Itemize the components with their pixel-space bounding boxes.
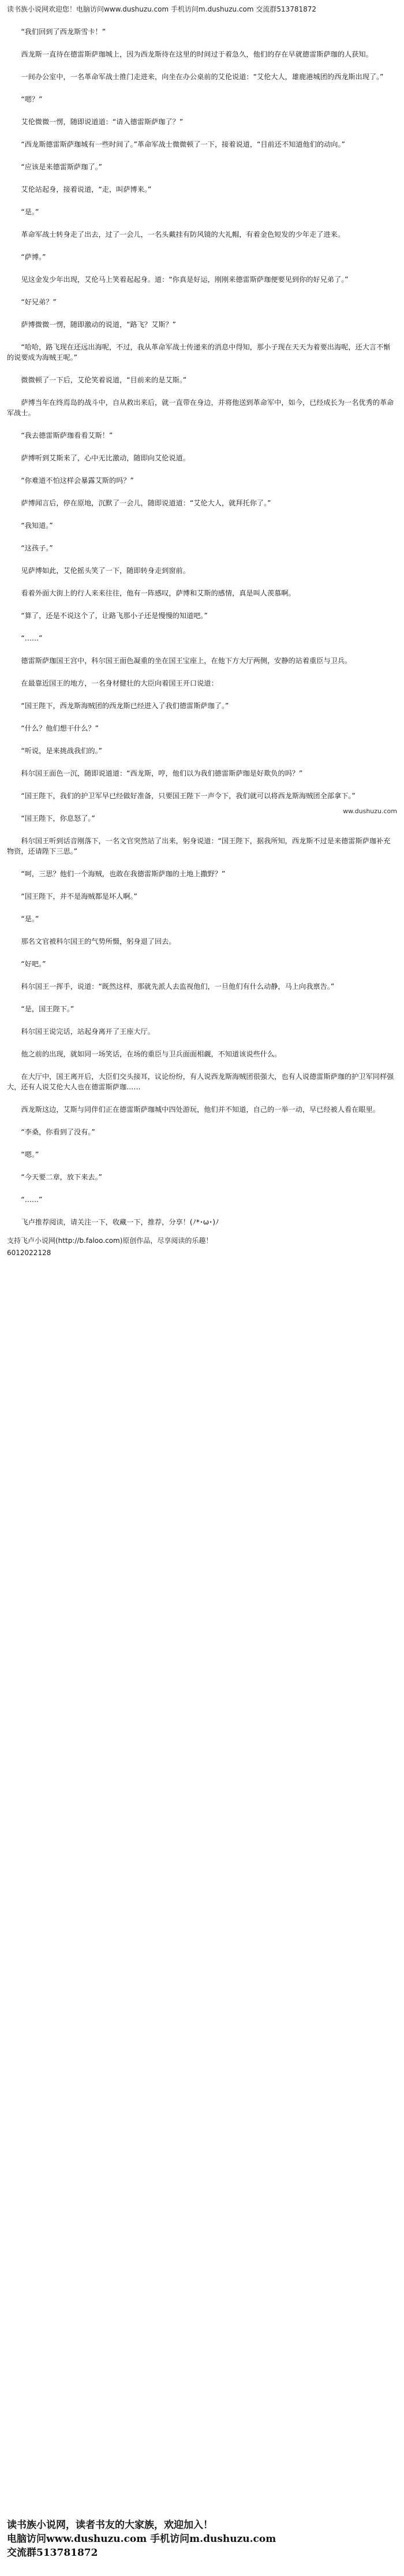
text-paragraph: 科尔国王面色一沉，随即说道道：“西龙斯，哼，他们以为我们德雷斯萨珈是好欺负的吗？” — [21, 769, 303, 777]
text-paragraph: “国王陛下，并不是海贼都是坏人啊。” — [21, 892, 137, 900]
text-paragraph: “……” — [21, 1196, 43, 1204]
text-paragraph: “算了，还是不说这个了，让路飞那小子还是慢慢的知道吧。” — [21, 612, 208, 620]
text-paragraph: 他之前的出现，就如同一场笑话，在场的重臣与卫兵面面相觑，不知道该说些什么。 — [21, 1050, 282, 1058]
text-paragraph: “呵，三思？他们一个海贼，也敢在我德雷斯萨珈的土地上撒野？” — [21, 870, 226, 878]
text-paragraph: 一间办公室中，一名革命军战士推门走进来，向坐在办公桌前的艾伦说道：“艾伦大人，雄鹿港城团的西龙斯出现了。” — [21, 73, 384, 81]
text-paragraph: 见萨博如此，艾伦摇头笑了一下，随即转身走到窗前。 — [21, 567, 190, 575]
text-paragraph: “嗯？” — [21, 95, 43, 103]
text-paragraph: 科尔国王听到话音刚落下，一名文官突然站了出来，躬身说道：“国王陛下，据我所知，西龙斯不过是来德雷斯萨珈补充物资，还请陛下三思。” — [7, 837, 391, 855]
text-paragraph: 飞卢推荐阅读，请关注一下，收藏一下，推荐，分享！(ﾉ*･ω･)ﾉ — [21, 1218, 219, 1226]
text-paragraph: “……” — [21, 634, 43, 642]
text-paragraph: “什么？他们想干什么？” — [21, 724, 99, 732]
side-watermark-text: ww.dushuzu.com — [343, 807, 397, 815]
text-paragraph: 萨博微微一愣，随即激动的说道，“路飞？艾斯？” — [21, 321, 176, 329]
text-paragraph: “西龙斯德雷斯萨珈城有一些时间了。”革命军战士微微顿了一下，接着说道，“目前还不知道他们的动向。” — [21, 140, 345, 148]
text-paragraph: 见这金发少年出现，艾伦马上笑着起起身。道：“你真是好运，刚刚来德雷斯萨珈便要见到你的好兄弟了。” — [21, 276, 349, 284]
text-paragraph: “是，国王陛下。” — [21, 1005, 74, 1013]
text-paragraph: “是。” — [21, 208, 39, 216]
site-header-notice: 读书族小说网欢迎您！电脑访问www.dushuzu.com 手机访问m.dushuzu.com 交流群513781872 — [7, 5, 317, 13]
text-paragraph: 西龙斯这边，艾斯与同伴们正在德雷斯萨珈城中四处游玩，他们并不知道，自己的一举一动，早已经被人看在眼里。 — [21, 1105, 380, 1114]
text-paragraph: “应该是来德雷斯萨珈了。” — [21, 163, 102, 171]
text-paragraph: “好兄弟？” — [21, 298, 57, 306]
text-paragraph: “国王陛下，我们的护卫军早已经做好准备，只要国王陛下一声令下，我们就可以将西龙斯海贼团全部拿下。” — [21, 792, 356, 800]
source-link-text[interactable]: 支持飞卢小说网(http://b.faloo.com)原创作品，尽享阅读的乐趣！ — [7, 1237, 213, 1245]
text-paragraph: “你难道不怕这样会暴露艾斯的吗？” — [21, 477, 134, 485]
text-paragraph: 科尔国王一挥手，说道：“既然这样，那就先派人去监视他们，一旦他们有什么动静，马上向我禀告。” — [21, 982, 335, 991]
footer-line-3: 交流群513781872 — [7, 2547, 98, 2559]
text-paragraph: 德雷斯萨珈国王宫中，科尔国王面色凝重的坐在国王宝座上，在他下方大厅两侧，安静的站着重臣与卫兵。 — [21, 657, 352, 665]
text-paragraph: “国王陛下，西龙斯海贼团的西龙斯已经进入了我们德雷斯萨珈了。” — [21, 702, 229, 710]
text-paragraph: 萨博闻言后，停在原地，沉默了一会儿，随即说道道：“艾伦大人，就拜托你了。” — [21, 499, 271, 507]
text-paragraph: 科尔国王说完话，站起身离开了王座大厅。 — [21, 1028, 155, 1036]
footer-notice — [7, 2518, 276, 2560]
text-paragraph: 萨博当年在终焉岛的战斗中，自从救出来后，就一直带在身边，并将他送到革命军中，如今，已经成长为一名优秀的革命军战士。 — [7, 399, 394, 417]
text-paragraph: 看着外面大街上的行人来来往往，他有一阵感叹，萨博和艾斯的感情，真是叫人羡慕啊。 — [21, 589, 295, 597]
text-paragraph: 微微顿了一下后，艾伦笑着说道，“目前来的是艾斯。” — [21, 376, 187, 384]
text-paragraph: “听说，是来挑战我们的。” — [21, 747, 102, 755]
text-paragraph: 革命军战士转身走了出去，过了一会儿，一名头戴挂有防风镜的大礼帽，有着金色短发的少年走了进来。 — [21, 230, 345, 239]
text-paragraph: “今天要二章，放下来去。” — [21, 1173, 102, 1181]
chapter-page — [0, 0, 404, 1257]
text-paragraph: 艾伦微微一愣，随即说道道：“请入德雷斯萨珈了？” — [21, 118, 184, 126]
text-paragraph: “是。” — [21, 915, 39, 923]
text-paragraph: 在最靠近国王的地方，一名身材健壮的大臣向着国王开口说道： — [21, 679, 218, 687]
text-paragraph: “我们回到了西龙斯雪卡！” — [21, 28, 106, 36]
text-paragraph: “萨博。” — [21, 253, 46, 261]
text-paragraph: 那名文官被科尔国王的气势所慑，躬身退了回去。 — [21, 937, 176, 945]
text-paragraph: “哈哈，路飞现在还远出海呢，不过，我从革命军战士传递来的消息中得知，那小子现在天天为着要出海呢，还大言不惭的说要成为海贼王呢。” — [7, 343, 391, 362]
text-paragraph: “嗯。” — [21, 1151, 39, 1159]
text-paragraph: 西龙斯一直待在德雷斯萨珈城上，因为西龙斯待在这里的时间过于着急久，他们的存在早就德雷斯萨珈的人获知。 — [21, 50, 373, 58]
text-paragraph: “国王陛下，你息怒了。” — [21, 814, 95, 822]
text-paragraph: “我知道。” — [21, 522, 53, 530]
text-paragraph: 艾伦站起身，接着说道，“走，叫萨博来。” — [21, 185, 152, 193]
text-paragraph: “李桑，你看到了没有。” — [21, 1128, 95, 1136]
text-paragraph: 萨博听到艾斯来了，心中无比激动，随即向艾伦说道。 — [21, 454, 190, 462]
footer-line-2: 电脑访问www.dushuzu.com 手机访问m.dushuzu.com — [7, 2533, 276, 2545]
chapter-text — [7, 27, 397, 1227]
source-number: 6012022128 — [7, 1249, 51, 1257]
text-paragraph: “这孩子。” — [21, 544, 53, 552]
text-paragraph: 在大厅中，国王离开后，大臣们交头接耳，议论纷纷，有人说西龙斯海贼团很强大，也有人说德雷斯萨珈的护卫军同样强大，还有人说艾伦大人也在德雷斯萨珈…… — [7, 1073, 394, 1091]
text-paragraph: “好吧。” — [21, 960, 46, 968]
footer-line-1: 读书族小说网，读者书友的大家族，欢迎加入！ — [7, 2519, 213, 2531]
text-paragraph: “我去德雷斯萨珈看看艾斯！” — [21, 431, 113, 440]
